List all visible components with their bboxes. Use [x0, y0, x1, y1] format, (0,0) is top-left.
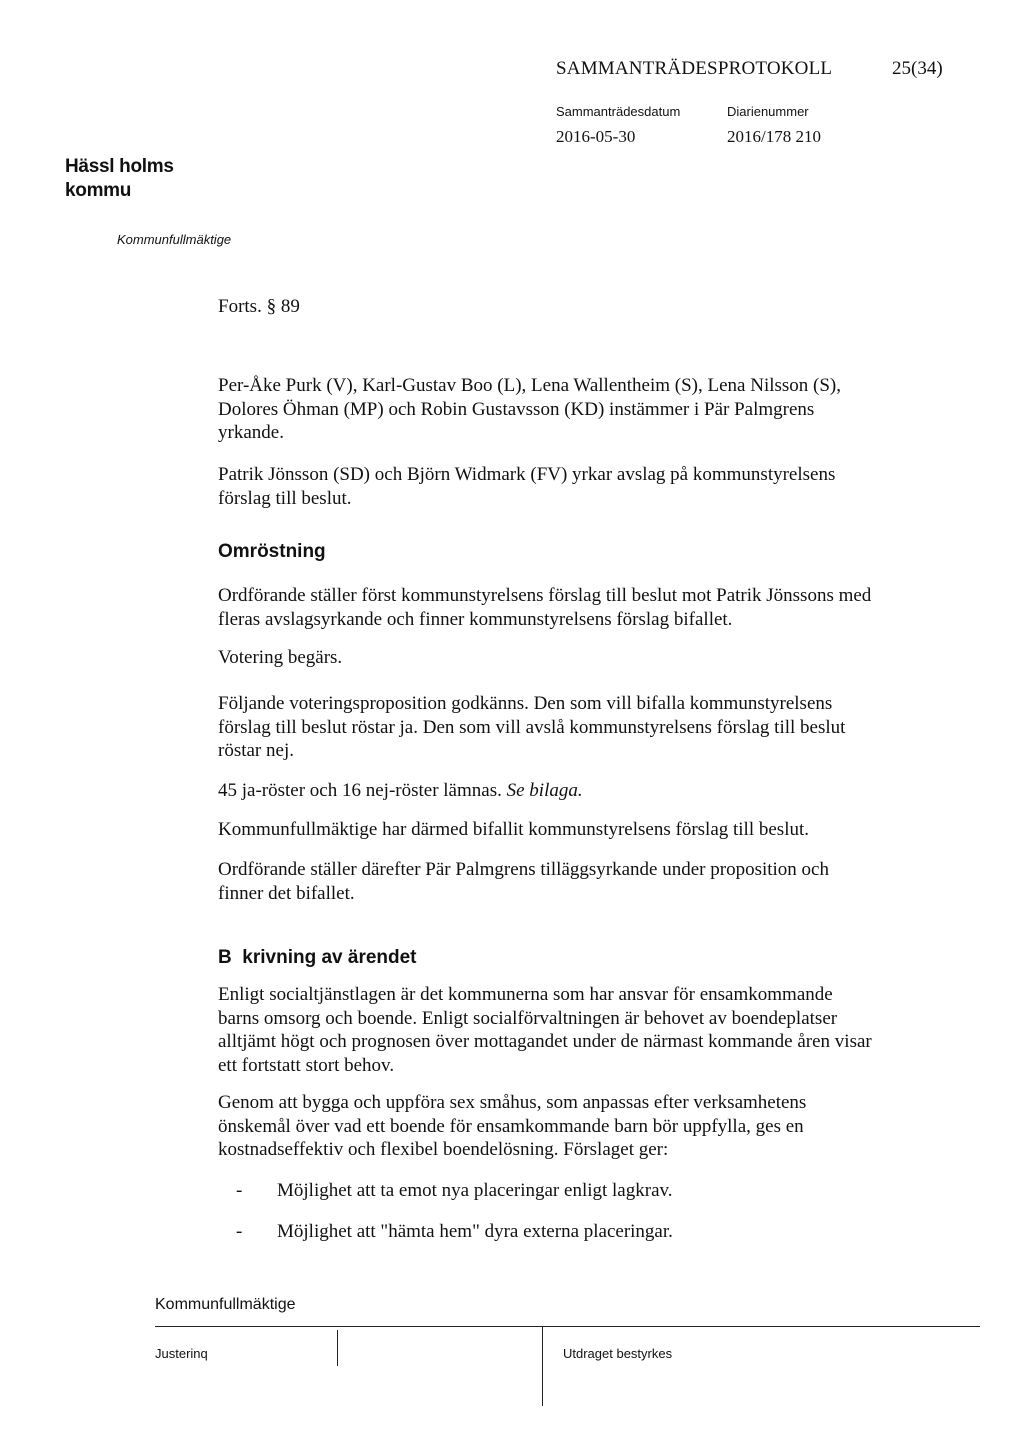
body-name: Kommunfullmäktige	[117, 232, 232, 247]
page-number: 25(34)	[892, 58, 943, 79]
municipality-logo	[65, 155, 174, 203]
paragraph: Genom att bygga och uppföra sex småhus, som anpassas efter verksamhetens önskemål över vad ett boende för ensamkommande barn bör uppfylla, ges en kostnadseffektiv och flexibel boendelösning. Förslaget ger:	[218, 1092, 807, 1160]
paragraph: Ordförande ställer först kommunstyrelsens förslag till beslut mot Patrik Jönssons med fleras avslagsyrkande och finner kommunstyrelsens förslag bifallet.	[218, 585, 872, 630]
footer-body-name: Kommunfullmäktige	[155, 1296, 296, 1313]
footer-divider	[337, 1330, 338, 1366]
paragraph-vote-result	[218, 779, 878, 803]
meeting-date-label: Sammanträdesdatum	[556, 104, 681, 119]
footer-divider	[542, 1326, 543, 1406]
diary-number: 2016/178 210	[727, 127, 821, 146]
section-continuation: Forts. § 89	[218, 296, 300, 317]
section-heading-description: B krivning av ärendet	[218, 947, 417, 968]
paragraph: Kommunfullmäktige har därmed bifallit kommunstyrelsens förslag till beslut.	[218, 819, 810, 840]
section-heading-vote: Omröstning	[218, 541, 326, 562]
logo-line-1: Hässl holms	[65, 156, 174, 177]
paragraph: Följande voteringsproposition godkänns. Den som vill bifalla kommunstyrelsens förslag till beslut röstar ja. Den som vill avslå kommunstyrelsens förslag till beslut röstar nej.	[218, 693, 846, 761]
paragraph: Votering begärs.	[218, 647, 343, 668]
diary-number-label: Diarienummer	[727, 104, 809, 119]
logo-line-2: kommu	[65, 180, 132, 201]
list-dash: -	[236, 1180, 243, 1201]
document-type: SAMMANTRÄDESPROTOKOLL	[556, 58, 833, 79]
footer-rule	[155, 1326, 980, 1327]
paragraph: Ordförande ställer därefter Pär Palmgrens tilläggsyrkande under proposition och finner det bifallet.	[218, 859, 829, 904]
vote-result-text: 45 ja-röster och 16 nej-röster lämnas.	[218, 780, 507, 801]
attachment-reference: Se bilaga.	[506, 780, 583, 801]
list-item-text: Möjlighet att ta emot nya placeringar enligt lagkrav.	[277, 1180, 673, 1201]
list-item-text: Möjlighet att "hämta hem" dyra externa placeringar.	[277, 1221, 673, 1242]
paragraph: Enligt socialtjänstlagen är det kommunerna som har ansvar för ensamkommande barns omsorg och boende. Enligt socialförvaltningen är behovet av boendeplatser alltjämt högt och prognosen över mottagandet under de närmast kommande åren visar ett fortstatt stort behov.	[218, 984, 872, 1076]
footer-justering-label: Justerinq	[155, 1346, 208, 1361]
paragraph: Per-Åke Purk (V), Karl-Gustav Boo (L), Lena Wallentheim (S), Lena Nilsson (S), Dolores Öhman (MP) och Robin Gustavsson (KD) instämmer i Pär Palmgrens yrkande.	[218, 375, 842, 443]
footer-extract-label: Utdraget bestyrkes	[563, 1346, 673, 1361]
list-dash: -	[236, 1221, 243, 1242]
paragraph: Patrik Jönsson (SD) och Björn Widmark (FV) yrkar avslag på kommunstyrelsens förslag till beslut.	[218, 464, 836, 509]
meeting-date: 2016-05-30	[556, 127, 636, 146]
